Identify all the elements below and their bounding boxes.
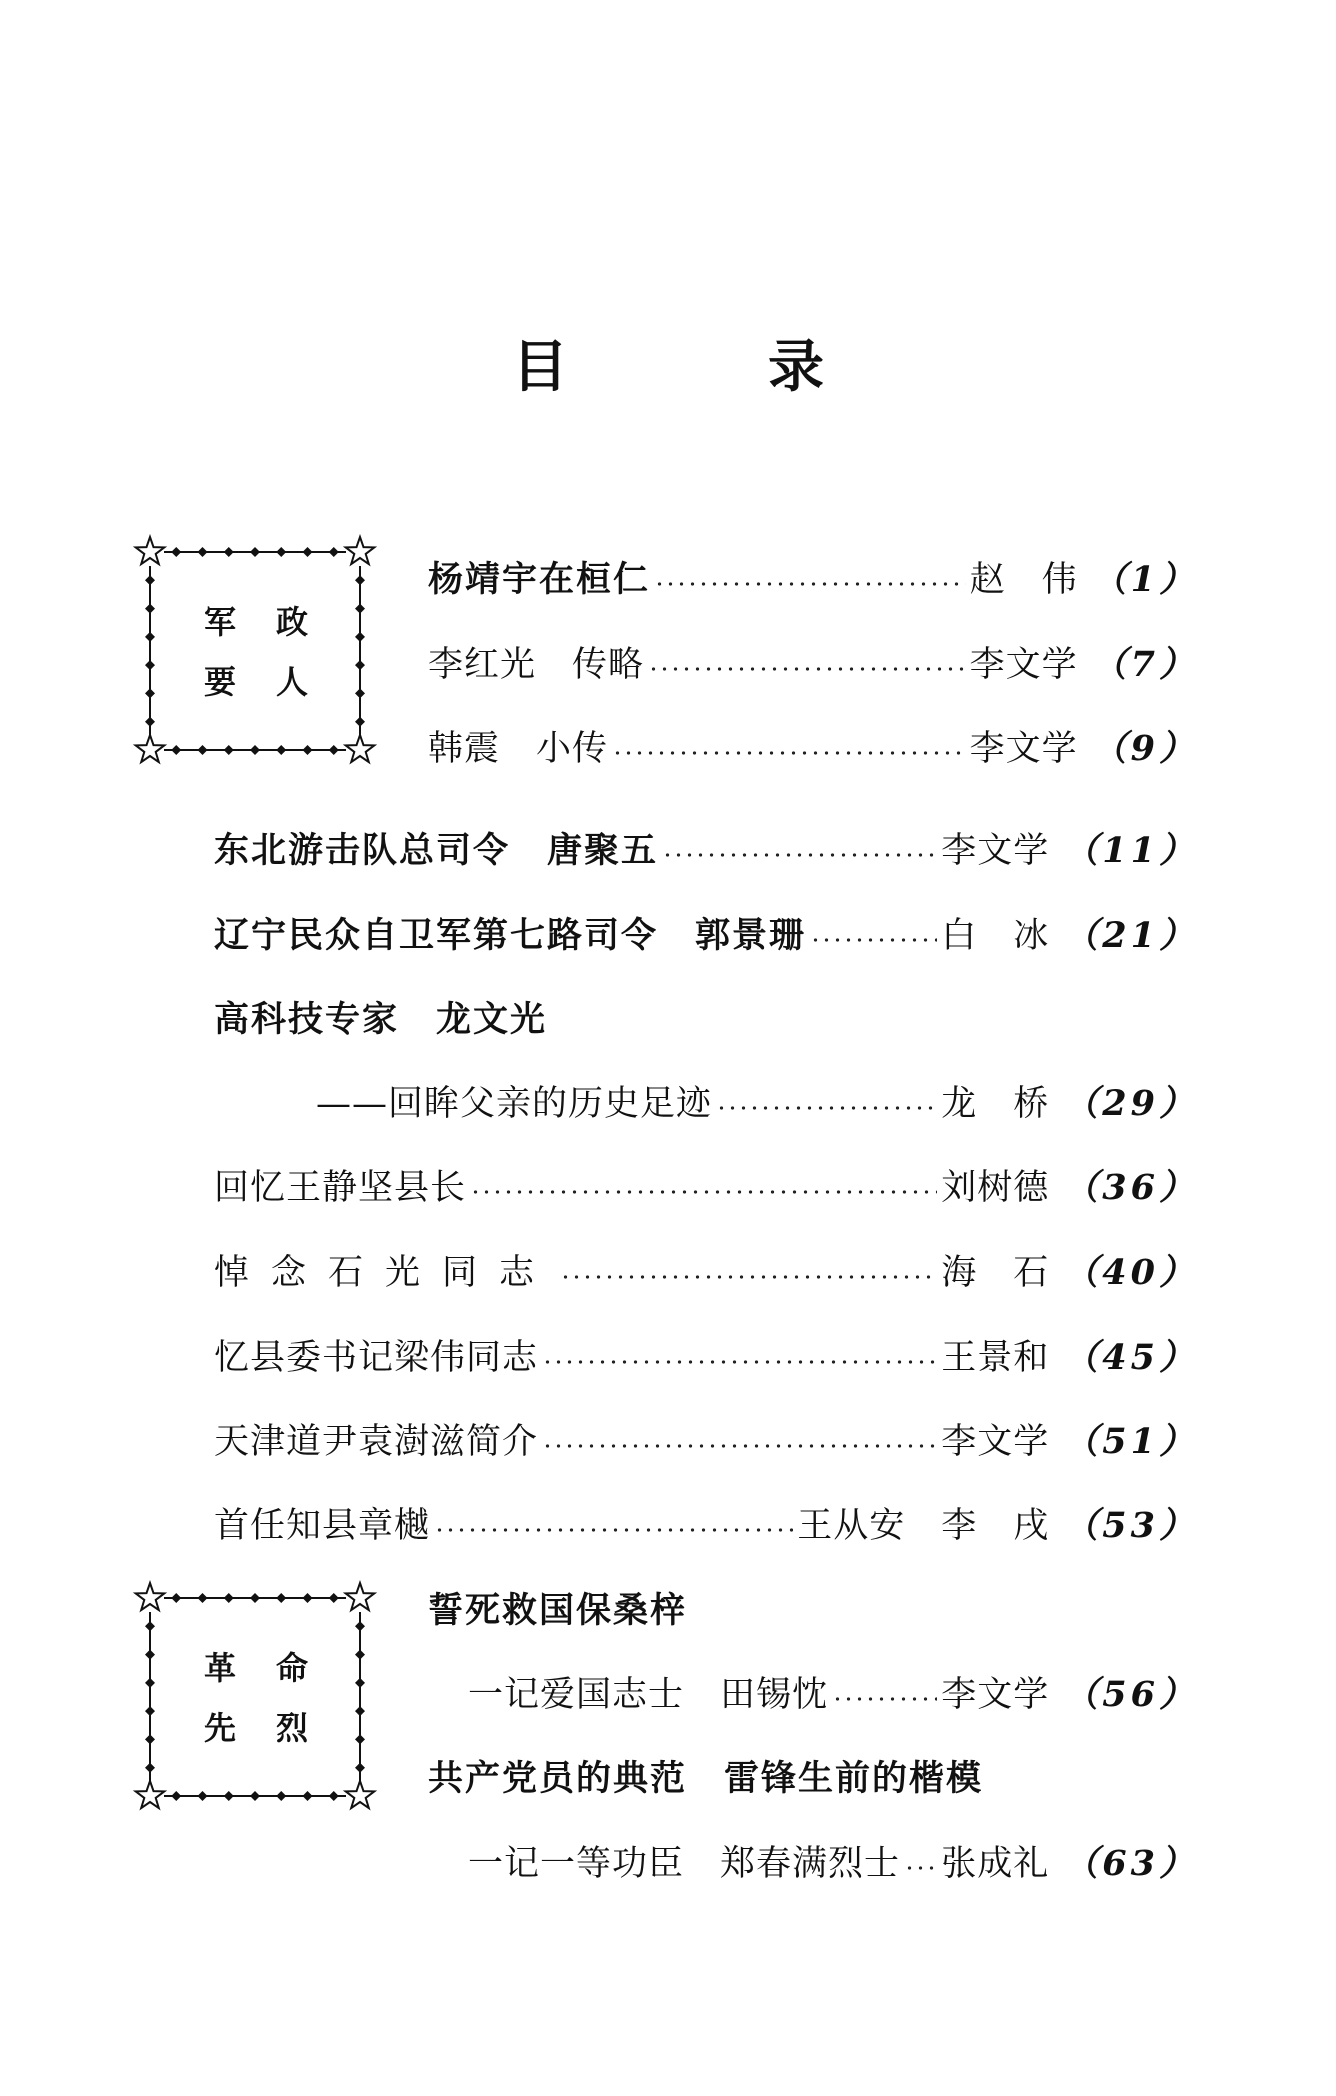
entry-author: 王景和 [941,1338,1050,1378]
section-label-char: 命 [275,1649,308,1687]
entry-title: 天津道尹袁澍滋简介 [214,1422,539,1462]
diamond-icon [355,717,365,727]
entry-page: （29） [1063,1083,1198,1124]
entry-author: 海 石 [941,1253,1050,1293]
toc-entry[interactable] [214,1409,1198,1469]
entry-title: 忆县委书记梁伟同志 [214,1338,539,1378]
title-char-1: 目 [512,335,568,400]
toc-entry[interactable] [214,1240,1198,1300]
diamond-icon [303,1791,313,1801]
diamond-icon [145,632,155,642]
toc-entry[interactable] [468,1662,1198,1722]
dot-leader [648,666,966,672]
entry-author: 李文学 [969,645,1078,685]
diamond-icon [355,1650,365,1660]
diamond-icon [303,1593,313,1603]
section-box-military-political [132,534,378,768]
diamond-icon [329,745,339,755]
diamond-icon [198,1593,208,1603]
entry-title: 辽宁民众自卫军第七路司令 郭景珊 [214,916,807,956]
entry-author: 龙 桥 [941,1084,1050,1124]
diamond-icon [276,1593,286,1603]
diamond-icon [276,547,286,557]
diamond-icon [355,1763,365,1773]
star-icon [346,735,375,762]
diamond-icon [329,547,339,557]
diamond-icon [355,1621,365,1631]
diamond-icon [224,745,234,755]
diamond-icon [171,1791,181,1801]
entry-title: 李红光 传略 [428,645,645,685]
section-box-revolutionary-martyrs [132,1580,378,1814]
diamond-icon [303,547,313,557]
toc-entry[interactable] [428,716,1198,776]
diamond-icon [250,745,260,755]
section-label [184,1636,328,1756]
dot-leader [904,1865,937,1871]
toc-entry-heading[interactable] [214,987,1198,1047]
star-icon [136,537,165,564]
entry-author: 张成礼 [941,1844,1050,1884]
dot-leader [560,1274,937,1280]
entry-page: （56） [1063,1674,1198,1715]
entry-title: 一记一等功臣 郑春满烈士 [468,1844,901,1884]
toc-entry[interactable] [428,547,1198,607]
toc-entry-heading[interactable] [428,1746,1198,1806]
toc-entry[interactable] [428,632,1198,692]
dot-leader [654,581,966,587]
entry-author: 李文学 [941,1422,1050,1462]
diamond-icon [171,745,181,755]
entry-author: 李文学 [969,729,1078,769]
diamond-icon [250,547,260,557]
toc-entry[interactable] [214,818,1198,878]
diamond-icon [355,604,365,614]
section-label-char: 烈 [275,1709,308,1747]
section-label-char: 军 [203,603,236,641]
toc-entry[interactable] [468,1831,1198,1891]
entry-title: 首任知县章樾 [214,1506,431,1546]
dot-leader [612,750,966,756]
entry-title: 杨靖宇在桓仁 [428,560,651,600]
section-label-char: 人 [275,663,308,701]
entry-title: 共产党员的典范 雷锋生前的楷模 [428,1759,984,1799]
entry-page: （7） [1091,644,1198,685]
entry-title: 高科技专家 龙文光 [214,1000,548,1040]
entry-author: 李文学 [941,1675,1050,1715]
toc-entry[interactable] [214,1325,1198,1385]
section-label-char: 要 [203,663,236,701]
diamond-icon [145,660,155,670]
diamond-icon [355,1734,365,1744]
dot-leader [810,937,937,943]
entry-page: （11） [1063,830,1198,871]
entry-page: （36） [1063,1167,1198,1208]
section-label [184,590,328,710]
entry-page: （1） [1091,559,1198,600]
toc-entry[interactable] [214,903,1198,963]
entry-title: 一记爱国志士 田锡忱 [468,1675,829,1715]
entry-title: 誓死救国保桑梓 [428,1591,688,1631]
dot-leader [542,1443,937,1449]
diamond-icon [145,1763,155,1773]
entry-title: 回忆王静坚县长 [214,1168,467,1208]
entry-author: 赵 伟 [969,560,1078,600]
diamond-icon [329,1791,339,1801]
title-char-2: 录 [768,335,824,400]
diamond-icon [145,1621,155,1631]
dot-leader [542,1359,937,1365]
diamond-icon [355,1678,365,1688]
entry-title: 悼念石光同志 [214,1253,557,1293]
entry-author: 白 冰 [941,916,1050,956]
entry-page: （9） [1091,728,1198,769]
diamond-icon [224,1593,234,1603]
diamond-icon [198,1791,208,1801]
diamond-icon [250,1593,260,1603]
entry-title: ——回眸父亲的历史足迹 [316,1084,713,1124]
entry-page: （63） [1063,1843,1198,1884]
entry-page: （40） [1063,1252,1198,1293]
dot-leader [434,1527,793,1533]
dot-leader [832,1696,937,1702]
diamond-icon [250,1791,260,1801]
entry-title: 东北游击队总司令 唐聚五 [214,831,659,871]
toc-entry[interactable] [316,1071,1198,1131]
diamond-icon [145,1678,155,1688]
diamond-icon [303,745,313,755]
entry-author: 李文学 [941,831,1050,871]
diamond-icon [355,632,365,642]
star-icon [346,1781,375,1808]
diamond-icon [355,575,365,585]
toc-entry[interactable] [214,1155,1198,1215]
diamond-icon [224,547,234,557]
page-title [0,335,1336,400]
diamond-icon [355,1706,365,1716]
entry-author: 刘树德 [941,1168,1050,1208]
toc-entry-heading[interactable] [428,1578,1198,1638]
dot-leader [716,1105,937,1111]
diamond-icon [276,745,286,755]
diamond-icon [145,717,155,727]
entry-page: （53） [1063,1505,1198,1546]
diamond-icon [171,1593,181,1603]
entry-title: 韩震 小传 [428,729,609,769]
toc-entry[interactable] [214,1493,1198,1553]
star-icon [136,735,165,762]
diamond-icon [145,1734,155,1744]
section-label-char: 先 [203,1709,236,1747]
star-icon [346,1583,375,1610]
diamond-icon [355,660,365,670]
section-label-char: 政 [275,603,308,641]
diamond-icon [145,575,155,585]
star-icon [136,1781,165,1808]
diamond-icon [145,688,155,698]
diamond-icon [355,688,365,698]
star-icon [136,1583,165,1610]
diamond-icon [276,1791,286,1801]
entry-page: （51） [1063,1421,1198,1462]
diamond-icon [198,547,208,557]
diamond-icon [329,1593,339,1603]
star-icon [346,537,375,564]
entry-author: 王从安 李 戌 [797,1506,1050,1546]
diamond-icon [224,1791,234,1801]
dot-leader [662,852,937,858]
diamond-icon [145,604,155,614]
dot-leader [470,1189,937,1195]
diamond-icon [171,547,181,557]
entry-page: （21） [1063,915,1198,956]
diamond-icon [145,1650,155,1660]
section-label-char: 革 [203,1649,236,1687]
entry-page: （45） [1063,1337,1198,1378]
diamond-icon [145,1706,155,1716]
diamond-icon [198,745,208,755]
